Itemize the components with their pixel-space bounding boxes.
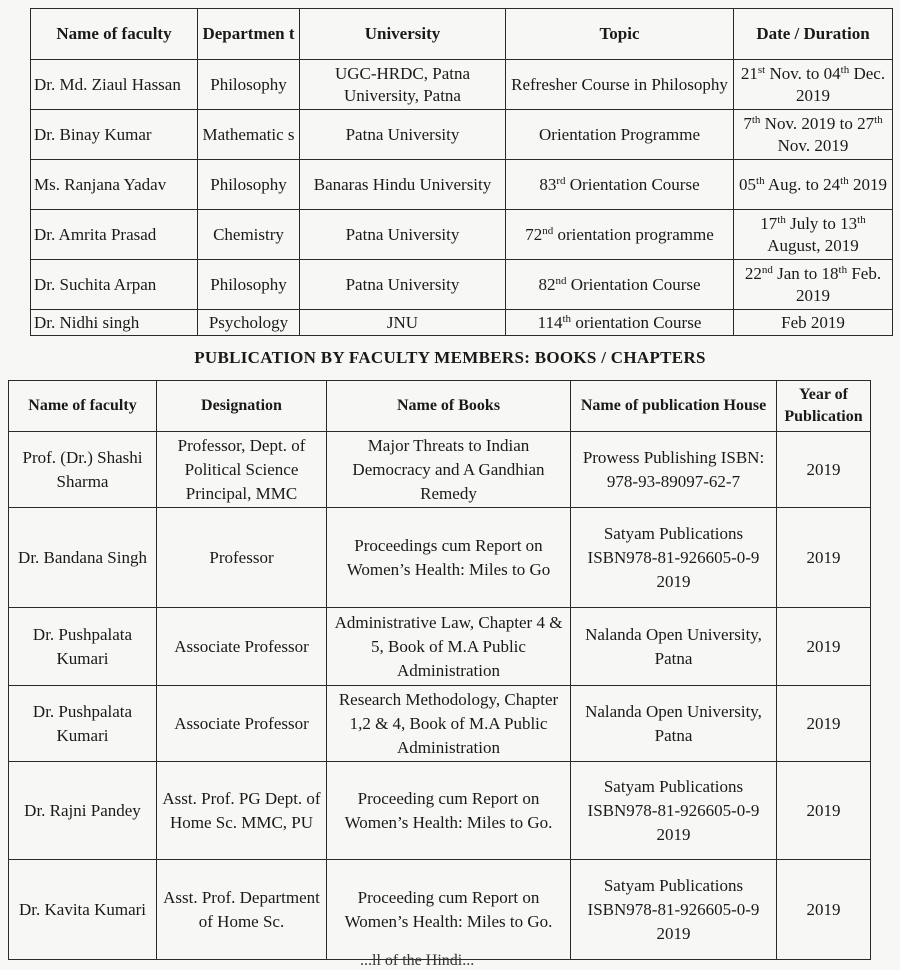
department: Chemistry [198,210,300,260]
faculty-name: Prof. (Dr.) Shashi Sharma [9,432,157,508]
publication-house: Satyam Publications ISBN978-81-926605-0-9 2019 [571,860,777,960]
department: Psychology [198,310,300,336]
publication-house: Satyam Publications ISBN978-81-926605-0-9 2019 [571,762,777,860]
faculty-name: Dr. Rajni Pandey [9,762,157,860]
faculty-name: Dr. Nidhi singh [31,310,198,336]
table-row [9,686,871,762]
table-row [31,110,893,160]
publication-year: 2019 [777,860,871,960]
column-header: Name of publication House [571,381,777,432]
faculty-name: Dr. Md. Ziaul Hassan [31,60,198,110]
university: JNU [300,310,506,336]
designation: Asst. Prof. Department of Home Sc. [157,860,327,960]
university: Patna University [300,260,506,310]
table-header-row [31,9,893,60]
faculty-name: Ms. Ranjana Yadav [31,160,198,210]
section-heading: PUBLICATION BY FACULTY MEMBERS: BOOKS / CHAPTERS [194,348,706,367]
publication-table [8,380,871,960]
designation: Professor, Dept. of Political Science Principal, MMC [157,432,327,508]
table-row [31,310,893,336]
publication-year: 2019 [777,432,871,508]
table-row [31,60,893,110]
column-header: Topic [506,9,734,60]
publication-house: Nalanda Open University, Patna [571,686,777,762]
book-name: Proceeding cum Report on Women’s Health: Miles to Go. [327,762,571,860]
designation: Associate Professor [157,608,327,686]
date-duration: 22nd Jan to 18th Feb. 2019 [734,260,893,310]
university: Banaras Hindu University [300,160,506,210]
table-row [31,160,893,210]
table-row [9,762,871,860]
publication-house: Nalanda Open University, Patna [571,608,777,686]
book-name: Proceedings cum Report on Women’s Health: Miles to Go [327,508,571,608]
table-row [9,508,871,608]
topic: 83rd Orientation Course [506,160,734,210]
table-row [31,210,893,260]
topic: 72nd orientation programme [506,210,734,260]
column-header: Departmen t [198,9,300,60]
topic: 114th orientation Course [506,310,734,336]
faculty-training-table [30,8,893,336]
date-duration: 05th Aug. to 24th 2019 [734,160,893,210]
department: Mathematic s [198,110,300,160]
faculty-name: Dr. Amrita Prasad [31,210,198,260]
table-row [31,260,893,310]
book-name: Administrative Law, Chapter 4 & 5, Book of M.A Public Administration [327,608,571,686]
department: Philosophy [198,160,300,210]
faculty-name: Dr. Bandana Singh [9,508,157,608]
faculty-name: Dr. Suchita Arpan [31,260,198,310]
designation: Associate Professor [157,686,327,762]
faculty-name: Dr. Pushpalata Kumari [9,686,157,762]
column-header: University [300,9,506,60]
topic: Refresher Course in Philosophy [506,60,734,110]
cut-off-row [8,952,870,969]
book-name: Research Methodology, Chapter 1,2 & 4, Book of M.A Public Administration [327,686,571,762]
publication-year: 2019 [777,608,871,686]
designation: Professor [157,508,327,608]
publication-year: 2019 [777,508,871,608]
faculty-name: Dr. Kavita Kumari [9,860,157,960]
table-row [9,432,871,508]
table-header-row [9,381,871,432]
column-header: Date / Duration [734,9,893,60]
column-header: Name of faculty [31,9,198,60]
cut-off-text: ...ll of the Hindi... [360,952,475,969]
column-header: Name of Books [327,381,571,432]
department: Philosophy [198,260,300,310]
publication-year: 2019 [777,686,871,762]
faculty-name: Dr. Pushpalata Kumari [9,608,157,686]
date-duration: 7th Nov. 2019 to 27th Nov. 2019 [734,110,893,160]
topic: Orientation Programme [506,110,734,160]
book-name: Major Threats to Indian Democracy and A Gandhian Remedy [327,432,571,508]
university: Patna University [300,110,506,160]
book-name: Proceeding cum Report on Women’s Health: Miles to Go. [327,860,571,960]
publication-house: Satyam Publications ISBN978-81-926605-0-9 2019 [571,508,777,608]
university: Patna University [300,210,506,260]
column-header: Year of Publication [777,381,871,432]
topic: 82nd Orientation Course [506,260,734,310]
department: Philosophy [198,60,300,110]
table-row [9,608,871,686]
date-duration: 21st Nov. to 04th Dec. 2019 [734,60,893,110]
faculty-name: Dr. Binay Kumar [31,110,198,160]
column-header: Designation [157,381,327,432]
publication-year: 2019 [777,762,871,860]
designation: Asst. Prof. PG Dept. of Home Sc. MMC, PU [157,762,327,860]
university: UGC-HRDC, Patna University, Patna [300,60,506,110]
column-header: Name of faculty [9,381,157,432]
table-row [9,860,871,960]
publication-house: Prowess Publishing ISBN: 978-93-89097-62-7 [571,432,777,508]
date-duration: 17th July to 13th August, 2019 [734,210,893,260]
date-duration: Feb 2019 [734,310,893,336]
